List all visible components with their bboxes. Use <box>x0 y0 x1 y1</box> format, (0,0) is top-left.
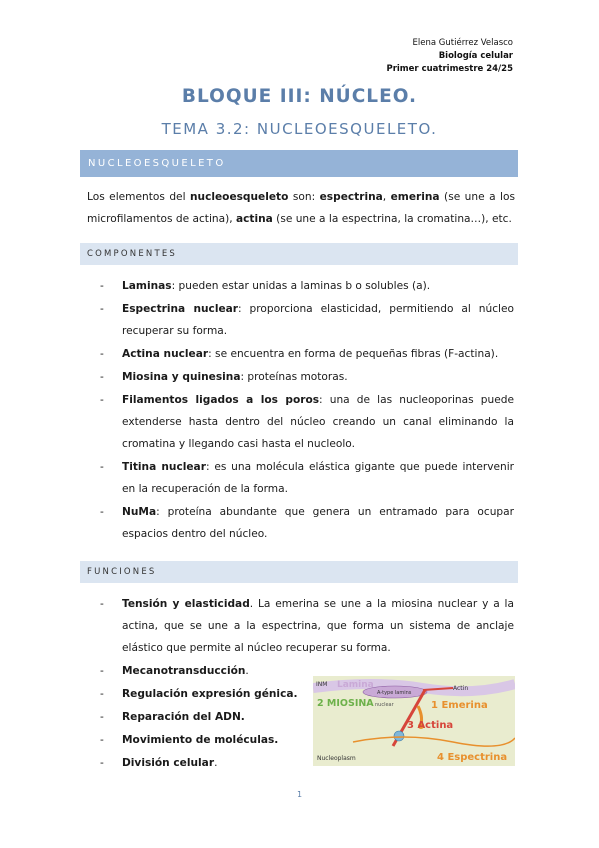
item-text: : proporciona elasticidad, permitiendo al núcleo recuperar su forma. <box>122 303 514 337</box>
item-text: : proteína abundante que genera un entramado para ocupar espacios dentro del núcleo. <box>122 506 514 540</box>
funciones-first-list <box>100 593 514 660</box>
item-term: Filamentos ligados a los poros <box>122 394 320 406</box>
intro-text: (se une a la espectrina, la cromatina…), etc. <box>272 213 512 225</box>
item-term: Reparación del ADN. <box>122 711 245 723</box>
figure-label-espectrina: 4 Espectrina <box>437 752 508 763</box>
section-heading-funciones: FUNCIONES <box>80 561 518 583</box>
intro-bold: espectrina <box>319 191 383 203</box>
list-dash: - <box>100 461 104 473</box>
item-term: Mecanotransducción <box>122 665 246 677</box>
figure-label-emerina: 1 Emerina <box>431 700 488 711</box>
list-dash: - <box>100 665 104 677</box>
figure-label-actin: Actin <box>453 685 469 692</box>
nucleoskeleton-figure <box>313 676 515 766</box>
intro-bold: actina <box>235 213 273 225</box>
intro-paragraph <box>87 186 515 230</box>
spectrin-node <box>394 731 404 741</box>
list-item <box>100 660 300 682</box>
list-item <box>100 298 514 342</box>
list-dash: - <box>100 506 104 518</box>
item-term: Actina nuclear <box>122 348 209 360</box>
list-item <box>100 752 300 774</box>
figure-label-inm: INM <box>316 681 328 688</box>
list-dash: - <box>100 371 104 383</box>
funciones-list <box>100 660 300 775</box>
item-text: . La emerina se une a la miosina nuclear y a la actina, que se une a la espectrina, que forma un sistema de anclaje elástico que permite al núcleo recuperar su forma. <box>122 598 514 654</box>
item-text: : proteínas motoras. <box>240 371 348 383</box>
sub-title: TEMA 3.2: NUCLEOESQUELETO. <box>161 120 438 138</box>
list-item <box>100 706 300 728</box>
item-term: Regulación expresión génica. <box>122 688 298 700</box>
section-banner: NUCLEOESQUELETO <box>80 150 518 177</box>
list-dash: - <box>100 303 104 315</box>
list-dash: - <box>100 394 104 406</box>
list-item <box>100 456 514 500</box>
intro-bold: emerina <box>390 191 440 203</box>
figure-label-miosina: 2 MIOSINA <box>317 698 374 709</box>
list-item <box>100 343 514 365</box>
item-text: . <box>245 665 249 677</box>
list-dash: - <box>100 757 104 769</box>
author-name: Elena Gutiérrez Velasco <box>412 38 513 48</box>
item-term: Espectrina nuclear <box>122 303 239 315</box>
page-number: 1 <box>296 790 303 799</box>
intro-text: , <box>382 191 391 203</box>
figure-label-lamina: Lamina <box>337 680 374 690</box>
subject-name: Biología celular <box>438 51 513 61</box>
list-item <box>100 389 514 455</box>
item-text: : es una molécula elástica gigante que puede intervenir en la recuperación de la forma. <box>122 461 515 495</box>
list-item <box>100 593 514 659</box>
intro-text: (se une a los microfilamentos de actina), <box>87 191 515 225</box>
item-term: Movimiento de moléculas. <box>122 734 279 746</box>
term-label: Primer cuatrimestre 24/25 <box>386 64 513 74</box>
item-term: Laminas <box>122 280 172 292</box>
figure-label-nuclear: nuclear <box>375 702 394 708</box>
list-item <box>100 683 300 705</box>
item-text: : pueden estar unidas a laminas b o solubles (a). <box>171 280 431 292</box>
item-text: . <box>214 757 218 769</box>
list-dash: - <box>100 348 104 360</box>
item-term: División celular <box>122 757 215 769</box>
list-dash: - <box>100 688 104 700</box>
list-dash: - <box>100 598 104 610</box>
list-dash: - <box>100 711 104 723</box>
figure-label-atype: A-type lamins <box>377 690 412 696</box>
list-item <box>100 275 514 297</box>
intro-text: son: <box>288 191 320 203</box>
item-text: : una de las nucleoporinas puede extenderse hasta dentro del núcleo creando un canal eliminando la cromatina y llegando casi hasta el nucleolo. <box>122 394 514 450</box>
item-term: Miosina y quinesina <box>122 371 241 383</box>
item-term: Titina nuclear <box>122 461 206 473</box>
item-text: : se encuentra en forma de pequeñas fibras (F-actina). <box>208 348 499 360</box>
list-item <box>100 729 300 751</box>
section-heading-componentes: COMPONENTES <box>80 243 518 265</box>
item-term: NuMa <box>122 506 157 518</box>
document-header-meta <box>386 37 513 76</box>
intro-text: Los elementos del <box>87 191 190 203</box>
list-item <box>100 366 514 388</box>
figure-label-nucleoplasm: Nucleoplasm <box>317 755 356 762</box>
list-item <box>100 501 514 545</box>
main-title: BLOQUE III: NÚCLEO. <box>181 86 418 107</box>
intro-bold: nucleoesqueleto <box>189 191 289 203</box>
list-dash: - <box>100 280 104 292</box>
list-dash: - <box>100 734 104 746</box>
item-term: Tensión y elasticidad <box>122 598 250 610</box>
figure-label-actina: 3 Actina <box>407 720 454 731</box>
componentes-list <box>100 275 514 546</box>
